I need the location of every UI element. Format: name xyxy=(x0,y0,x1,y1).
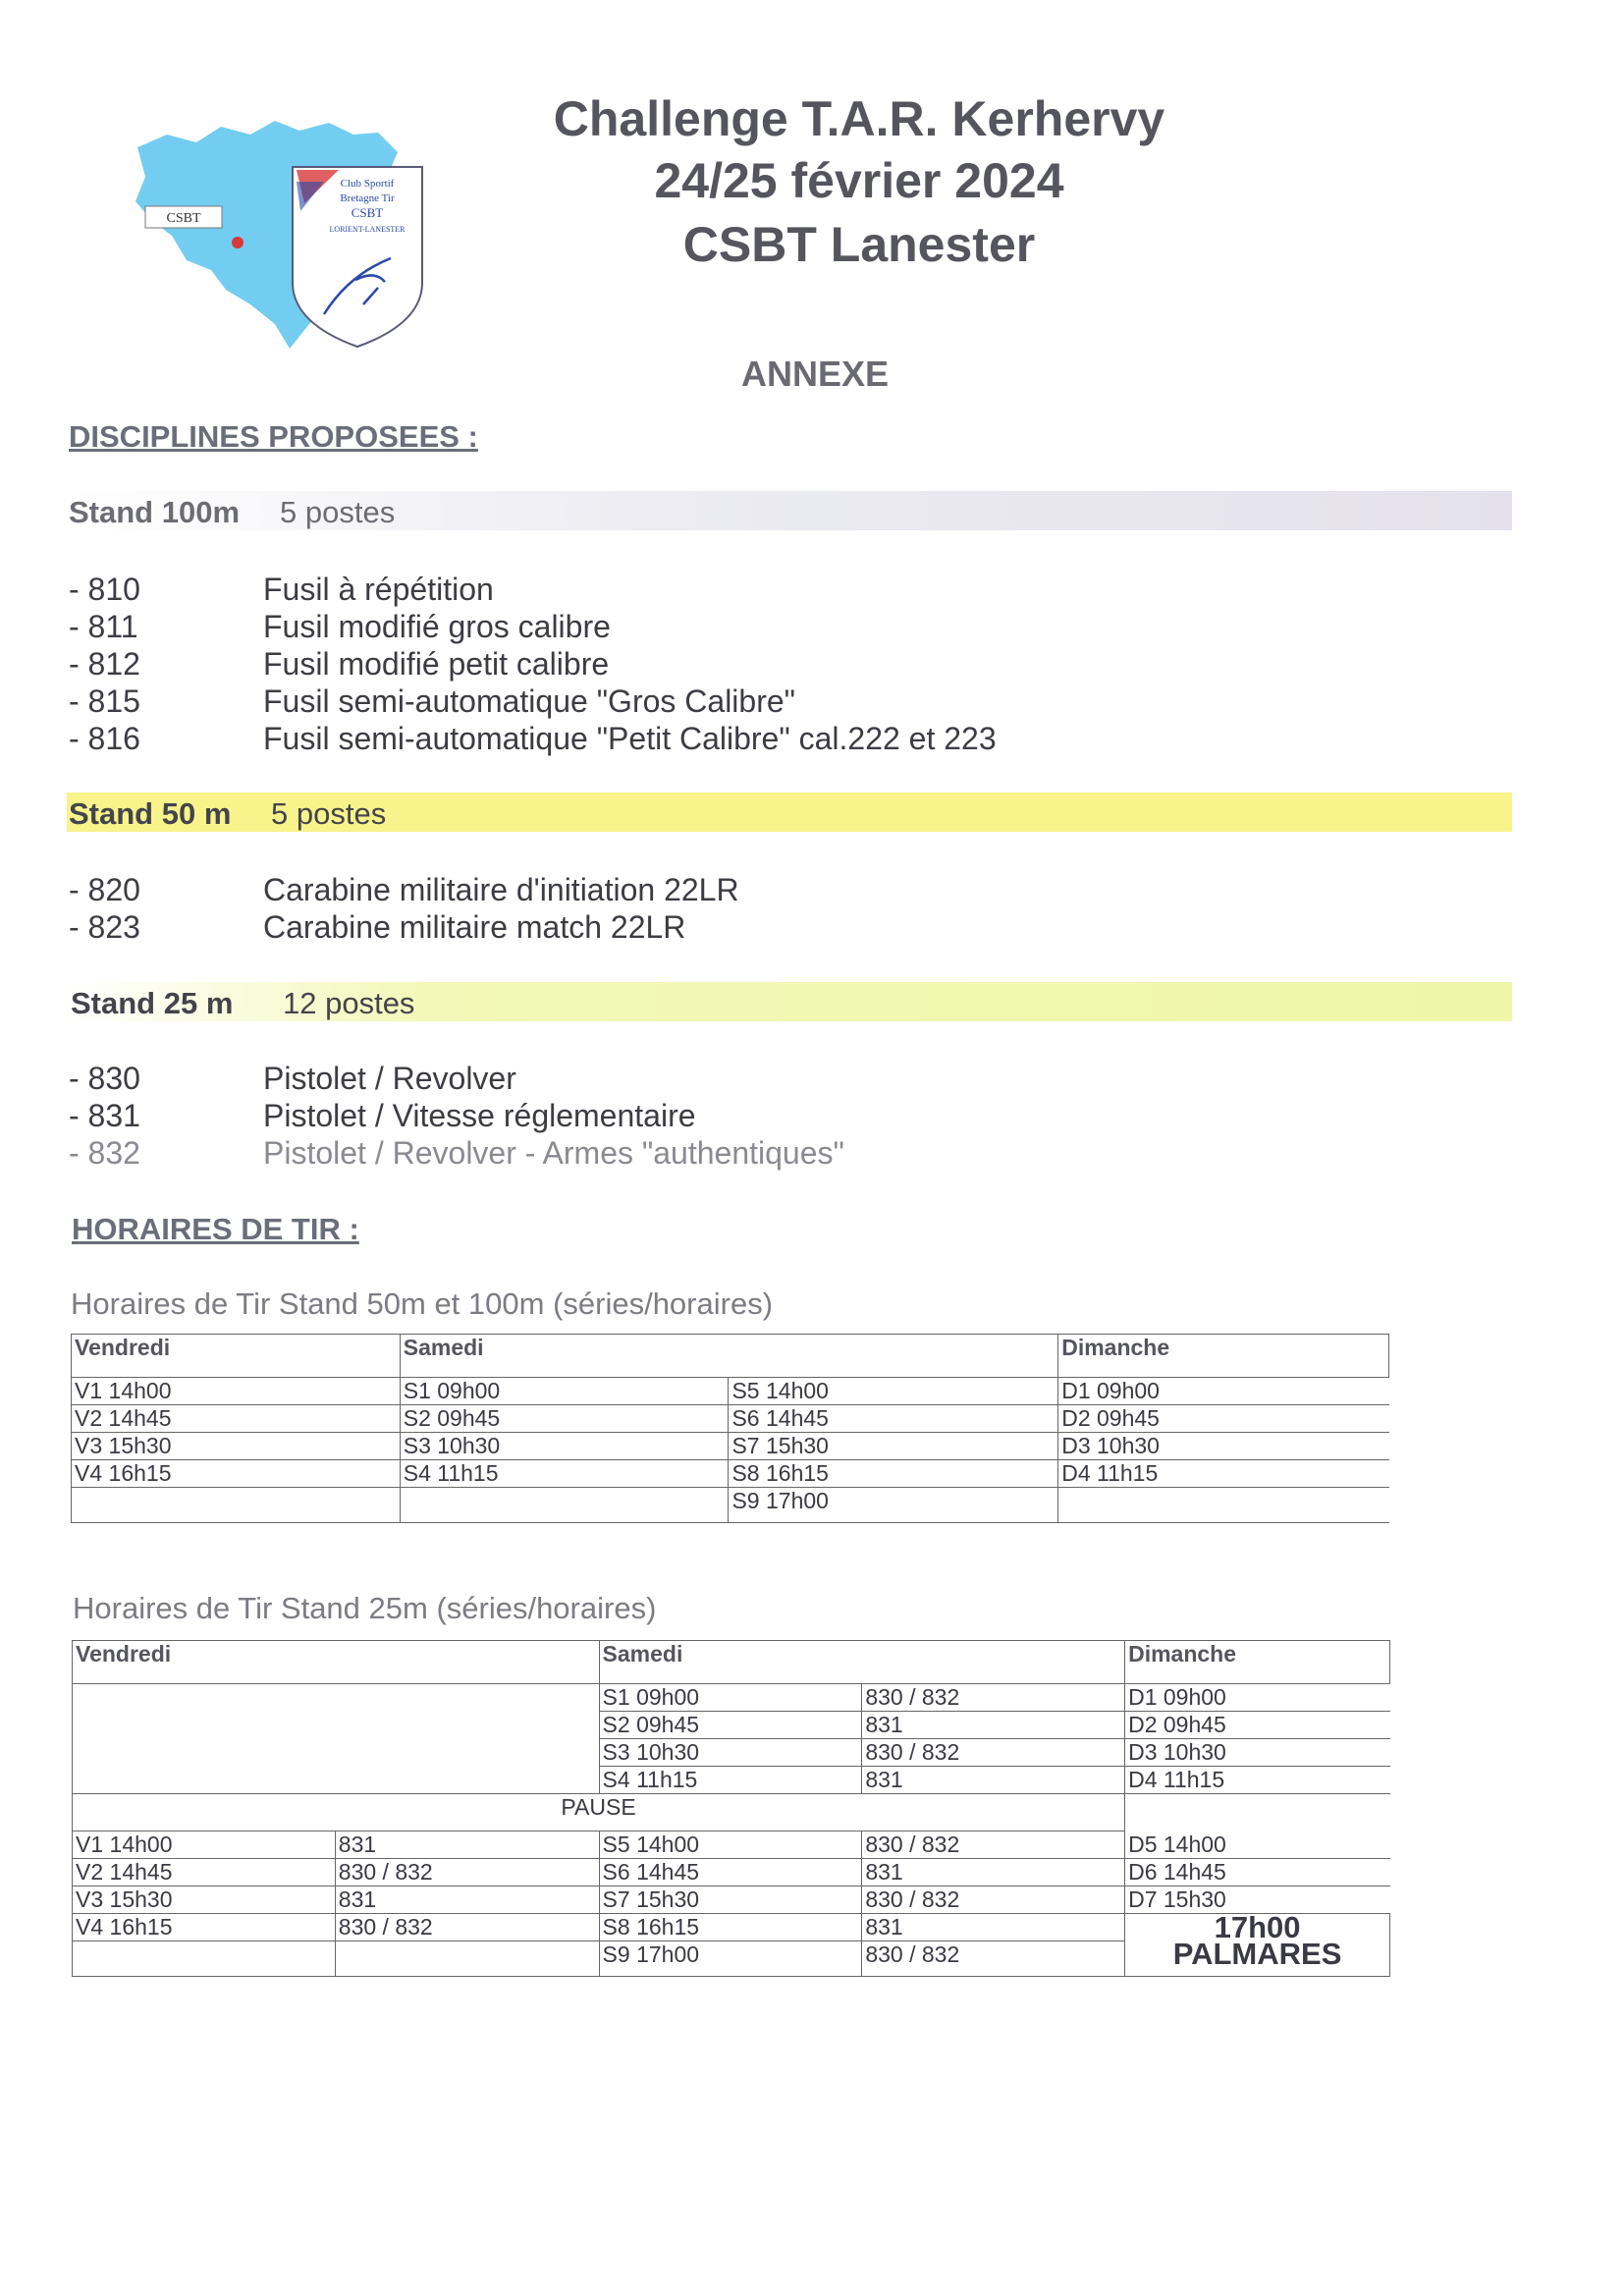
table-cell: D6 14h45 xyxy=(1125,1859,1390,1886)
table-cell: D2 09h45 xyxy=(1125,1712,1390,1739)
table-cell xyxy=(72,1488,401,1523)
table-cell: D7 15h30 xyxy=(1125,1886,1390,1914)
col-header-vendredi: Vendredi xyxy=(72,1335,401,1378)
table-cell: S9 17h00 xyxy=(729,1488,1058,1523)
table-row xyxy=(73,1914,1390,1941)
table-cell: D2 09h45 xyxy=(1058,1405,1389,1433)
discipline-name: Fusil semi-automatique "Gros Calibre" xyxy=(263,683,796,719)
discipline-name: Pistolet / Revolver xyxy=(263,1061,516,1096)
discipline-name: Fusil à répétition xyxy=(263,572,494,607)
page-title: Challenge T.A.R. Kerhervy xyxy=(553,91,1165,146)
table-cell xyxy=(1058,1488,1389,1523)
table1-caption: Horaires de Tir Stand 50m et 100m (séries/horaires) xyxy=(71,1286,774,1321)
table-cell xyxy=(73,1941,336,1977)
table-cell: V2 14h45 xyxy=(72,1405,401,1433)
discipline-name: Fusil modifié gros calibre xyxy=(263,609,611,644)
horaires-heading: HORAIRES DE TIR : xyxy=(72,1212,359,1246)
table-cell: S6 14h45 xyxy=(599,1859,862,1886)
discipline-code: - 816 xyxy=(69,721,140,756)
table-cell: V4 16h15 xyxy=(73,1914,336,1941)
table-cell: 830 / 832 xyxy=(862,1739,1125,1767)
table-row xyxy=(72,1405,1389,1433)
table-cell: S6 14h45 xyxy=(729,1405,1058,1433)
discipline-code: - 811 xyxy=(69,609,138,644)
stand-25m-posts: 12 postes xyxy=(283,986,415,1020)
table-row xyxy=(73,1859,1390,1886)
event-date: 24/25 février 2024 xyxy=(654,153,1064,208)
table-cell: V1 14h00 xyxy=(72,1378,401,1405)
shield-text-2: Bretagne Tir xyxy=(340,192,395,204)
shield-text-4: LORIENT-LANESTER xyxy=(329,225,406,234)
table-cell: D3 10h30 xyxy=(1125,1739,1390,1767)
table-cell: 830 / 832 xyxy=(862,1886,1125,1914)
col-header-samedi: Samedi xyxy=(400,1335,1057,1378)
table-cell: S3 10h30 xyxy=(599,1739,862,1767)
table-cell: S5 14h00 xyxy=(599,1831,862,1859)
discipline-name: Carabine militaire match 22LR xyxy=(263,909,686,945)
table-cell: S7 15h30 xyxy=(599,1886,862,1914)
table-cell: D1 09h00 xyxy=(1125,1684,1390,1712)
table-row xyxy=(73,1684,1390,1712)
discipline-code: - 820 xyxy=(69,872,140,907)
discipline-code: - 812 xyxy=(69,646,140,682)
table-cell: 830 / 832 xyxy=(862,1831,1125,1859)
palmares-label: PALMARES xyxy=(1172,1937,1342,1971)
table-cell: V2 14h45 xyxy=(73,1859,336,1886)
col-header-vendredi: Vendredi xyxy=(73,1641,600,1684)
schedule-table-50m-100m xyxy=(71,1334,1389,1523)
palmares-time: 17h00 xyxy=(1214,1910,1301,1944)
empty-cell xyxy=(1125,1794,1390,1831)
table-cell: S7 15h30 xyxy=(729,1433,1058,1460)
stand-50m-posts: 5 postes xyxy=(271,796,387,831)
discipline-code: - 810 xyxy=(69,572,140,607)
table-cell: S8 16h15 xyxy=(599,1914,862,1941)
table-cell: V1 14h00 xyxy=(73,1831,336,1859)
table-cell: 831 xyxy=(862,1712,1125,1739)
table-cell: S1 09h00 xyxy=(400,1378,729,1405)
discipline-code: - 831 xyxy=(69,1098,140,1133)
table-cell: V3 15h30 xyxy=(72,1433,401,1460)
table-cell: S3 10h30 xyxy=(400,1433,729,1460)
stand-25m-name: Stand 25 m xyxy=(71,986,234,1020)
discipline-name: Carabine militaire d'initiation 22LR xyxy=(263,872,739,907)
table-cell: D3 10h30 xyxy=(1058,1433,1389,1460)
table-row xyxy=(72,1378,1389,1405)
pause-row xyxy=(73,1794,1390,1831)
table-cell: 831 xyxy=(862,1859,1125,1886)
table-cell: D4 11h15 xyxy=(1058,1460,1389,1488)
table-cell: D4 11h15 xyxy=(1125,1767,1390,1794)
table-row xyxy=(73,1886,1390,1914)
discipline-code: - 823 xyxy=(69,909,140,945)
table-cell: 830 / 832 xyxy=(862,1684,1125,1712)
stand-50m-bar xyxy=(67,793,1512,832)
empty-cell xyxy=(73,1684,600,1794)
table-cell: S1 09h00 xyxy=(599,1684,862,1712)
table-cell xyxy=(335,1941,599,1977)
table-cell xyxy=(400,1488,729,1523)
stand-100m-bar xyxy=(67,491,1512,530)
pause-label: PAUSE xyxy=(73,1794,1125,1831)
shield-text-1: Club Sportif xyxy=(340,178,395,190)
stand-50m-name: Stand 50 m xyxy=(69,796,232,831)
table-cell: 830 / 832 xyxy=(335,1859,599,1886)
table-cell: 830 / 832 xyxy=(335,1914,599,1941)
table-cell: 831 xyxy=(335,1886,599,1914)
table-cell: S2 09h45 xyxy=(599,1712,862,1739)
table-cell: 831 xyxy=(862,1914,1125,1941)
schedule-table-25m xyxy=(72,1640,1390,1977)
table-cell: V4 16h15 xyxy=(72,1460,401,1488)
col-header-dimanche: Dimanche xyxy=(1058,1335,1389,1378)
col-header-samedi: Samedi xyxy=(599,1641,1125,1684)
discipline-name: Fusil modifié petit calibre xyxy=(263,646,610,682)
stand-100m-posts: 5 postes xyxy=(280,495,396,529)
table-cell: D5 14h00 xyxy=(1125,1831,1390,1859)
table-cell: S8 16h15 xyxy=(729,1460,1058,1488)
table-cell: S4 11h15 xyxy=(599,1767,862,1794)
table-row xyxy=(72,1460,1389,1488)
table-cell: S9 17h00 xyxy=(599,1941,862,1977)
table-cell: V3 15h30 xyxy=(73,1886,336,1914)
club-name: CSBT Lanester xyxy=(682,217,1036,272)
discipline-code: - 832 xyxy=(69,1135,140,1171)
table-cell: S2 09h45 xyxy=(400,1405,729,1433)
stand-25m-bar xyxy=(67,982,1512,1021)
discipline-code: - 830 xyxy=(69,1061,140,1096)
table-row xyxy=(73,1831,1390,1859)
shield-text-3: CSBT xyxy=(351,205,384,220)
table-cell: S4 11h15 xyxy=(400,1460,729,1488)
annexe-heading: ANNEXE xyxy=(740,354,890,394)
table-cell: D1 09h00 xyxy=(1058,1378,1389,1405)
table-cell: 831 xyxy=(335,1831,599,1859)
discipline-name: Fusil semi-automatique "Petit Calibre" cal.222 et 223 xyxy=(263,721,997,756)
stand-100m-name: Stand 100m xyxy=(69,495,241,529)
table-cell: 830 / 832 xyxy=(862,1941,1125,1977)
logo-map-label: CSBT xyxy=(166,211,201,226)
table-cell: S5 14h00 xyxy=(729,1378,1058,1405)
location-dot xyxy=(232,237,244,248)
discipline-name: Pistolet / Revolver - Armes "authentiques" xyxy=(263,1135,844,1171)
table2-caption: Horaires de Tir Stand 25m (séries/horaires) xyxy=(73,1591,657,1625)
disciplines-heading: DISCIPLINES PROPOSEES : xyxy=(69,419,478,454)
col-header-dimanche: Dimanche xyxy=(1125,1641,1390,1684)
discipline-code: - 815 xyxy=(69,683,140,719)
table-cell: 831 xyxy=(862,1767,1125,1794)
table-row xyxy=(72,1433,1389,1460)
table-row xyxy=(72,1488,1389,1523)
discipline-name: Pistolet / Vitesse réglementaire xyxy=(263,1098,696,1133)
palmares-cell xyxy=(1125,1910,1390,1977)
